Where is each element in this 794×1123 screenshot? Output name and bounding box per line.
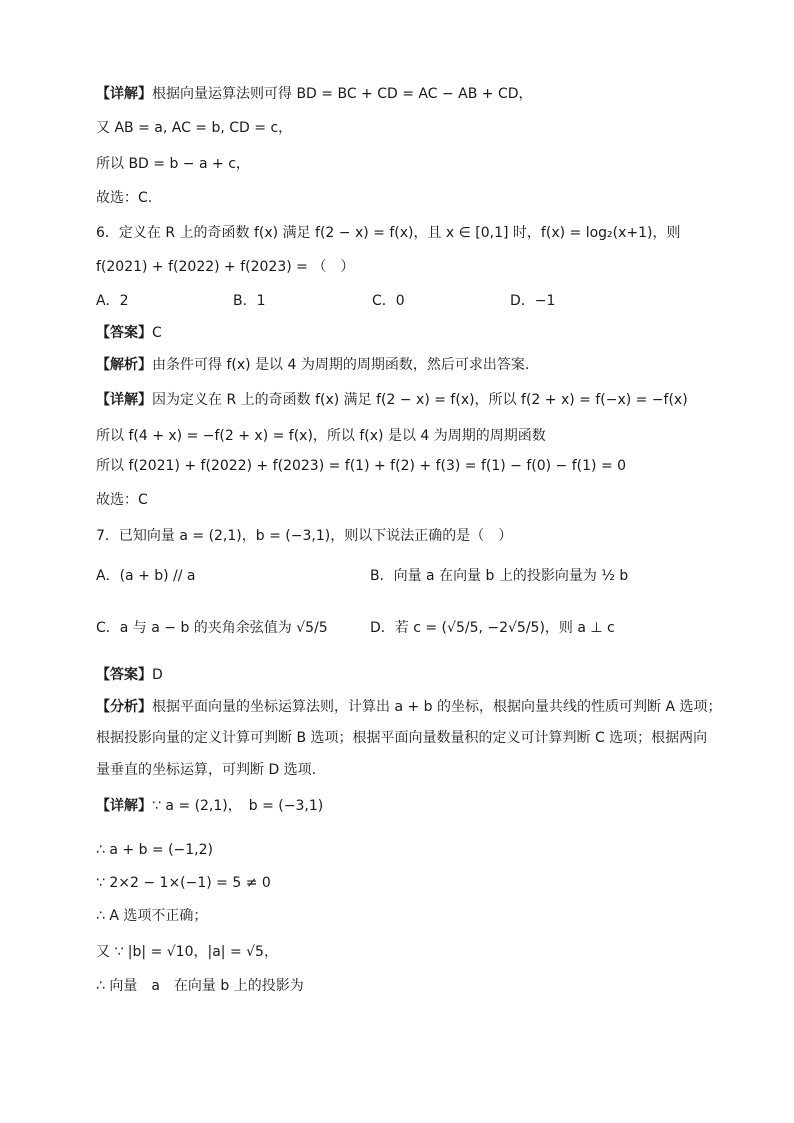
text-line: ∴ 向量 a 在向量 b 上的投影为 (96, 978, 304, 994)
text-line: 所以 f(2021) + f(2022) + f(2023) = f(1) + f(2) + f(3) = f(1) − f(0) − f(1) = 0 (96, 458, 627, 474)
text-line: 又 ∵ |b| = √10，|a| = √5， (96, 944, 278, 960)
answer-line: 【答案】D (96, 667, 163, 683)
text-line: 又 AB = a, AC = b, CD = c， (96, 120, 293, 136)
text-line: 故选：C (96, 492, 148, 508)
text-line: 故选：C. (96, 190, 153, 206)
analysis-line: 【解析】由条件可得 f(x) 是以 4 为周期的周期函数，然后可求出答案. (96, 357, 530, 373)
option-a: A．(a + b) // a (96, 568, 196, 584)
answer-line: 【答案】C (96, 325, 162, 341)
text-line: ∴ A 选项不正确； (96, 908, 208, 924)
analysis-line: 【分析】根据平面向量的坐标运算法则，计算出 a + b 的坐标，根据向量共线的性质可判断 A 选项； (96, 699, 722, 715)
text-line: 所以 BD = b − a + c， (96, 156, 250, 172)
option-a: A．2 (96, 293, 129, 309)
option-d: D．−1 (510, 293, 556, 309)
detail-line: 【详解】∵ a = (2,1)， b = (−3,1) (96, 798, 324, 814)
text-line: 根据投影向量的定义计算可判断 B 选项；根据平面向量数量积的定义可计算判断 C 选项；根据两向 (96, 730, 708, 746)
text-line: ∴ a + b = (−1,2) (96, 842, 214, 858)
text-line: 【详解】根据向量运算法则可得 BD = BC + CD = AC − AB + CD， (96, 86, 533, 102)
text-line: ∵ 2×2 − 1×(−1) = 5 ≠ 0 (96, 875, 271, 891)
option-c: C．a 与 a − b 的夹角余弦值为 √5/5 (96, 620, 328, 636)
option-b: B．向量 a 在向量 b 上的投影向量为 ½ b (370, 568, 629, 584)
question-6-stem: 6．定义在 R 上的奇函数 f(x) 满足 f(2 − x) = f(x)，且 x ∈ [0,1] 时，f(x) = log₂(x+1)，则 (96, 225, 681, 241)
option-b: B．1 (233, 293, 266, 309)
option-d: D．若 c = (√5/5, −2√5/5)，则 a ⊥ c (370, 620, 615, 636)
text-line: 所以 f(4 + x) = −f(2 + x) = f(x)，所以 f(x) 是以 4 为周期的周期函数 (96, 428, 546, 444)
text-line: 量垂直的坐标运算，可判断 D 选项. (96, 762, 317, 778)
option-c: C．0 (372, 293, 405, 309)
question-6-expression: f(2021) + f(2022) + f(2023) = （ ） (96, 259, 355, 275)
detail-line: 【详解】因为定义在 R 上的奇函数 f(x) 满足 f(2 − x) = f(x)，所以 f(2 + x) = f(−x) = −f(x) (96, 392, 688, 408)
question-7-stem: 7．已知向量 a = (2,1)，b = (−3,1)，则以下说法正确的是（ ） (96, 528, 513, 544)
